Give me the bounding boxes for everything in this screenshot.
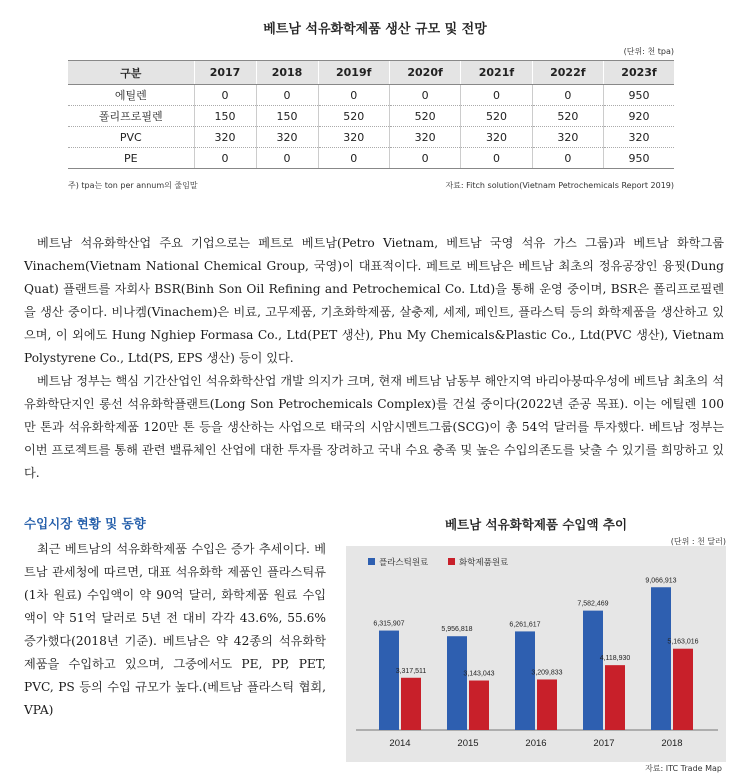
table-cell: 에틸렌 (68, 85, 194, 106)
data-label: 6,261,617 (509, 621, 541, 629)
data-label: 4,118,930 (599, 655, 631, 663)
data-label: 3,317,511 (395, 667, 427, 675)
table-cell: 320 (604, 127, 674, 148)
bar-chemical (605, 665, 625, 730)
table-cell: 0 (256, 148, 318, 169)
table-cell: 0 (389, 148, 460, 169)
chart-panel (346, 546, 726, 762)
table-row (68, 106, 674, 127)
header-cell: 2018 (256, 61, 318, 85)
table-cell: 0 (532, 85, 603, 106)
header-cell: 2019f (318, 61, 389, 85)
table-cell: 0 (461, 148, 532, 169)
data-label: 6,315,907 (373, 620, 405, 628)
table-cell: 950 (604, 148, 674, 169)
bar-plastic (651, 587, 671, 730)
bar-chemical (673, 649, 693, 730)
table-cell: 150 (256, 106, 318, 127)
header-cell: 2023f (604, 61, 674, 85)
table-cell: 520 (389, 106, 460, 127)
chart-unit: (단위 : 천 달러) (670, 537, 726, 546)
chart-source: 자료: ITC Trade Map (645, 764, 722, 773)
header-cell: 2020f (389, 61, 460, 85)
table-cell: PE (68, 148, 194, 169)
table-cell: 950 (604, 85, 674, 106)
body-paragraph: 베트남 정부는 핵심 기간산업인 석유화학산업 개발 의지가 크며, 현재 베트남 남동부 해안지역 바리아붕따우성에 베트남 최초의 석유화학단지인 롱선 석유화학플랜트(Long Son Petrochemicals Complex)를 건설 중이다(2022년 준공 목표). 이는 에틸렌 100만 톤과 석유화학제품 120만 톤 등을 생산하는 사업으로 태국의 시암시멘트그룹(SCG)이 총 54억 달러를 투자했다. 베트남 정부는 이번 프로젝트를 통해 관련 밸류체인 산업에 대한 투자를 장려하고 국내 수요 충족 및 높은 수입의존도를 낮출 수 있기를 희망하고 있다. (24, 374, 724, 480)
bar-chemical (537, 679, 557, 730)
x-tick-label: 2017 (593, 738, 615, 749)
table-row (68, 127, 674, 148)
table-cell: 320 (318, 127, 389, 148)
legend-label: 플라스틱원료 (379, 558, 429, 568)
table-cell: 폴리프로필렌 (68, 106, 194, 127)
table-cell: PVC (68, 127, 194, 148)
section-heading: 수입시장 현황 및 동향 (24, 516, 146, 531)
production-table (68, 60, 674, 169)
header-cell: 2017 (194, 61, 256, 85)
data-label: 5,163,016 (667, 638, 699, 646)
table-title: 베트남 석유화학제품 생산 규모 및 전망 (263, 22, 487, 37)
table-cell: 520 (318, 106, 389, 127)
table-cell: 0 (461, 85, 532, 106)
header-cell: 2022f (532, 61, 603, 85)
legend-swatch (448, 558, 455, 565)
data-label: 7,582,469 (577, 600, 609, 608)
table-header-row (68, 61, 674, 85)
table-source: 자료: Fitch solution(Vietnam Petrochemicals Report 2019) (445, 181, 674, 190)
table-cell: 0 (194, 148, 256, 169)
table-cell: 0 (389, 85, 460, 106)
bar-plastic (379, 631, 399, 730)
table-cell: 320 (532, 127, 603, 148)
bar-chemical (469, 681, 489, 730)
header-cell: 2021f (461, 61, 532, 85)
table-cell: 920 (604, 106, 674, 127)
table-note: 주) tpa는 ton per annum의 줄임말 (68, 181, 198, 190)
data-label: 5,956,818 (441, 626, 473, 634)
legend-label: 화학제품원료 (459, 558, 509, 568)
table-row (68, 85, 674, 106)
bar-chemical (401, 678, 421, 730)
bar-plastic (515, 631, 535, 730)
body-paragraph: 베트남 석유화학산업 주요 기업으로는 페트로 베트남(Petro Vietnam, 베트남 국영 석유 가스 그룹)과 베트남 화학그룹 Vinachem(Vietnam National Chemical Group, 국영)이 대표적이다. 페트로 베트남은 베트남 최초의 정유공장인 융꿧(Dung Quat) 플랜트를 자회사 BSR(Binh Son Oil Refining and Petrochemical Co. Ltd)을 통해 운영 중이며, BSR은 폴리프로필렌을 생산 중이다. 비나켐(Vinachem)은 비료, 고무제품, 기초화학제품, 살충제, 세제, 페인트, 플라스틱 등의 화학제품을 생산하고 있으며, 이 외에도 Hung Nghiep Formasa Co., Ltd(PET 생산), Phu My Chemicals&Plastic Co., Ltd(PVC 생산), Vietnam Polystyrene Co., Ltd(PS, EPS 생산) 등이 있다. (24, 236, 724, 365)
data-label: 3,143,043 (463, 670, 495, 678)
table-cell: 520 (532, 106, 603, 127)
table-cell: 0 (256, 85, 318, 106)
data-label: 9,066,913 (645, 577, 677, 585)
import-chart (346, 546, 726, 762)
bar-plastic (583, 611, 603, 730)
table-cell: 0 (532, 148, 603, 169)
table-row (68, 148, 674, 169)
legend-swatch (368, 558, 375, 565)
table-unit: (단위: 천 tpa) (623, 47, 674, 56)
table-cell: 320 (461, 127, 532, 148)
data-label: 3,209,833 (531, 669, 563, 677)
chart-title: 베트남 석유화학제품 수입액 추이 (444, 517, 628, 532)
table-cell: 150 (194, 106, 256, 127)
table-cell: 0 (318, 85, 389, 106)
table-cell: 520 (461, 106, 532, 127)
x-tick-label: 2016 (525, 738, 547, 749)
table-cell: 320 (389, 127, 460, 148)
section-paragraph: 최근 베트남의 석유화학제품 수입은 증가 추세이다. 베트남 관세청에 따르면, 대표 석유화학 제품인 플라스틱류(1차 원료) 수입액이 약 90억 달러, 화학제품 원료 수입액이 약 51억 달러로 5년 전 대비 각각 43.6%, 55.6% 증가했다(2018년 기준). 베트남은 약 42종의 석유화학제품을 수입하고 있으며, 그중에서도 PE, PP, PET, PVC, PS 등의 수입 규모가 높다.(베트남 플라스틱 협회, VPA) (24, 542, 326, 717)
table-cell: 0 (318, 148, 389, 169)
table-cell: 0 (194, 85, 256, 106)
header-cell: 구분 (68, 61, 194, 85)
bar-plastic (447, 636, 467, 730)
x-tick-label: 2015 (457, 738, 479, 749)
table-cell: 320 (194, 127, 256, 148)
x-tick-label: 2014 (389, 738, 411, 749)
x-tick-label: 2018 (661, 738, 683, 749)
table-cell: 320 (256, 127, 318, 148)
